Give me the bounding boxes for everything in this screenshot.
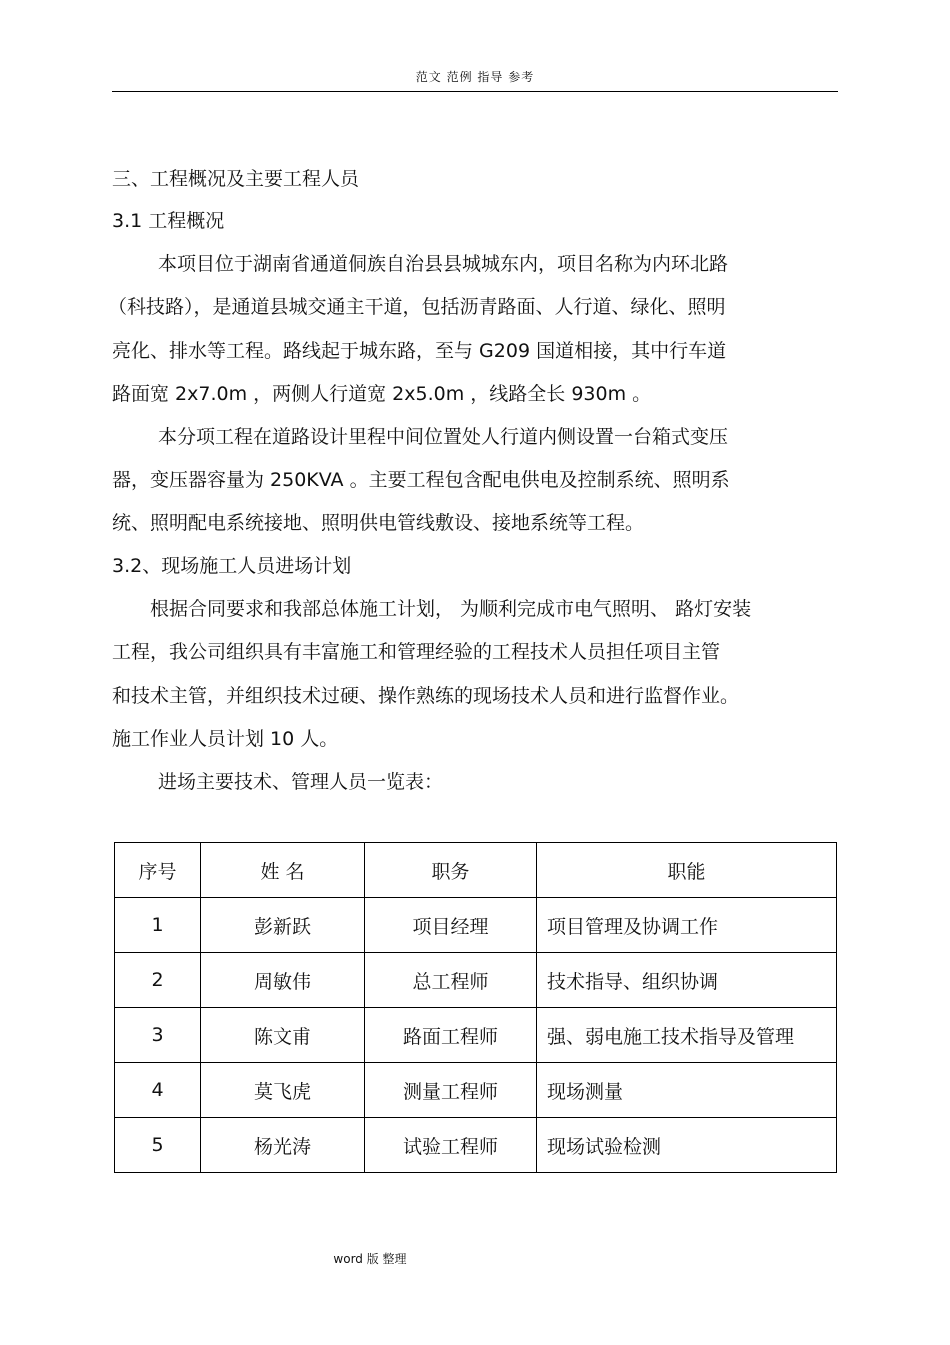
header-cell-function: 职能 xyxy=(537,843,837,898)
cell-function: 技术指导、组织协调 xyxy=(537,953,837,1008)
table-row xyxy=(115,898,837,953)
header-cell-position: 职务 xyxy=(365,843,537,898)
table-caption: 进场主要技术、管理人员一览表： xyxy=(158,771,444,793)
cell-name: 周敏伟 xyxy=(201,953,365,1008)
header-cell-name: 姓 名 xyxy=(201,843,365,898)
paragraph-1-line-3: 亮化、排水等工程。路线起于城东路，至与 G209 国道相接，其中行车道 xyxy=(112,340,727,362)
cell-name: 莫飞虎 xyxy=(201,1063,365,1118)
paragraph-1-line-2: （科技路），是通道县城交通主干道，包括沥青路面、人行道、绿化、照明 xyxy=(108,296,726,318)
staff-table xyxy=(114,842,837,1173)
cell-number: 5 xyxy=(115,1118,201,1173)
cell-position: 项目经理 xyxy=(365,898,537,953)
cell-position: 总工程师 xyxy=(365,953,537,1008)
cell-position: 试验工程师 xyxy=(365,1118,537,1173)
subsection-title-3-1: 3.1 工程概况 xyxy=(112,210,225,232)
subsection-title-3-2: 3.2、现场施工人员进场计划 xyxy=(112,555,352,577)
table-row xyxy=(115,1008,837,1063)
header-divider xyxy=(112,91,838,92)
cell-function: 现场测量 xyxy=(537,1063,837,1118)
header-cell-number: 序号 xyxy=(115,843,201,898)
cell-function: 强、弱电施工技术指导及管理 xyxy=(537,1008,837,1063)
cell-position: 路面工程师 xyxy=(365,1008,537,1063)
cell-number: 4 xyxy=(115,1063,201,1118)
paragraph-3-line-3: 和技术主管，并组织技术过硬、操作熟练的现场技术人员和进行监督作业。 xyxy=(112,685,740,707)
section-title: 三、工程概况及主要工程人员 xyxy=(112,168,360,190)
cell-function: 项目管理及协调工作 xyxy=(537,898,837,953)
cell-name: 陈文甫 xyxy=(201,1008,365,1063)
page-footer: word 版 整理 xyxy=(333,1252,407,1266)
cell-number: 2 xyxy=(115,953,201,1008)
table-row xyxy=(115,1063,837,1118)
paragraph-2-line-2: 器，变压器容量为 250KVA 。主要工程包含配电供电及控制系统、照明系 xyxy=(112,469,730,491)
cell-number: 1 xyxy=(115,898,201,953)
cell-position: 测量工程师 xyxy=(365,1063,537,1118)
table-row xyxy=(115,953,837,1008)
table-header-row xyxy=(115,843,837,898)
paragraph-3-line-4: 施工作业人员计划 10 人。 xyxy=(112,728,339,750)
cell-name: 彭新跃 xyxy=(201,898,365,953)
cell-name: 杨光涛 xyxy=(201,1118,365,1173)
paragraph-2-line-3: 统、照明配电系统接地、照明供电管线敷设、接地系统等工程。 xyxy=(112,512,645,534)
cell-function: 现场试验检测 xyxy=(537,1118,837,1173)
paragraph-3-line-2: 工程，我公司组织具有丰富施工和管理经验的工程技术人员担任项目主管 xyxy=(112,641,721,663)
paragraph-1-line-4: 路面宽 2x7.0m ，两侧人行道宽 2x5.0m ，线路全长 930m 。 xyxy=(112,383,652,405)
cell-number: 3 xyxy=(115,1008,201,1063)
table-row xyxy=(115,1118,837,1173)
paragraph-2-line-1: 本分项工程在道路设计里程中间位置处人行道内侧设置一台箱式变压 xyxy=(158,426,729,448)
page-header: 范文 范例 指导 参考 xyxy=(415,70,535,84)
paragraph-3-line-1: 根据合同要求和我部总体施工计划， 为顺利完成市电气照明、 路灯安装 xyxy=(150,598,752,620)
paragraph-1-line-1: 本项目位于湖南省通道侗族自治县县城城东内，项目名称为内环北路 xyxy=(158,253,729,275)
